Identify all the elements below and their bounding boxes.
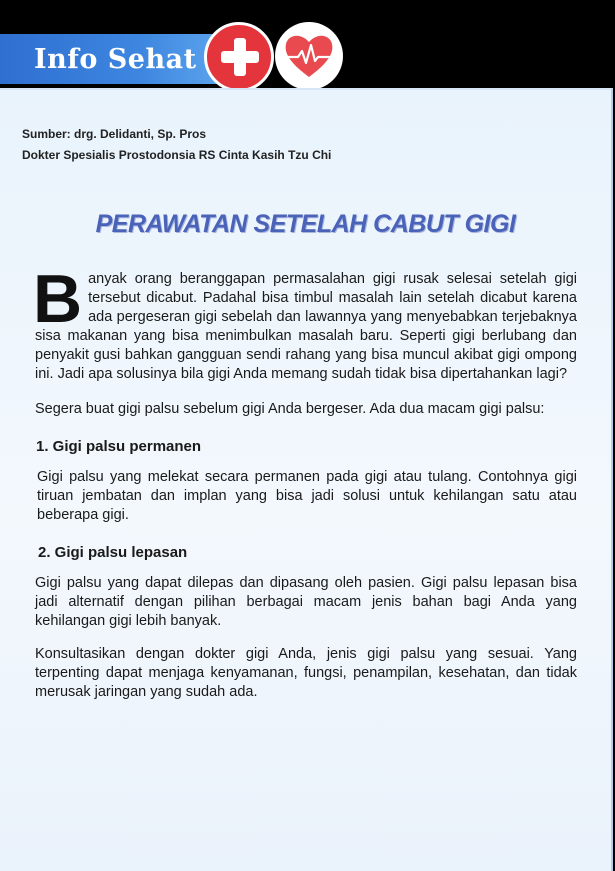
source-author: Sumber: drg. Delidanti, Sp. Pros [22,127,207,141]
section-heading-permanent: 1. Gigi palsu permanen [36,438,202,455]
header-bar [0,0,615,88]
drop-cap: B [33,261,83,337]
paragraph-two: Segera buat gigi palsu sebelum gigi Anda bergeser. Ada dua macam gigi palsu: [35,401,545,417]
closing-paragraph: Konsultasikan dengan dokter gigi Anda, jenis gigi palsu yang sesuai. Yang terpenting dapat menjaga kenyamanan, fungsi, penampilan, kesehatan, dan tidak merusak jaringan yang sudah ada. [35,646,577,700]
header-title: Info Sehat [34,44,197,75]
intro-text: anyak orang beranggapan permasalahan gigi rusak selesai setelah gigi tersebut dicabut. Padahal bisa timbul masalah lain setelah dicabut karena ada pergeseran gigi sebelah dan lawannya yang menyebabkan terjebaknya sisa makanan yang bisa menimbulkan masalah baru. Seperti gigi berlubang dan penyakit gusi bahkan gangguan sendi rahang yang bisa muncul akibat gigi ompong ini. Jadi apa solusinya bila gigi Anda memang sudah tidak bisa dipertahankan lagi? [35,271,577,382]
article-title: PERAWATAN SETELAH CABUT GIGI [95,210,516,238]
heart-pulse-icon [275,22,343,90]
source-credit [22,124,331,166]
source-affiliation: Dokter Spesialis Prostodonsia RS Cinta Kasih Tzu Chi [22,148,332,162]
section-heading-removable: 2. Gigi palsu lepasan [38,544,188,561]
intro-paragraph [33,261,577,384]
medical-cross-icon [204,22,274,92]
section-body-permanent: Gigi palsu yang melekat secara permanen pada gigi atau tulang. Contohnya gigi tiruan jembatan dan implan yang bisa jadi solusi untuk kehilangan satu atau beberapa gigi. [37,469,577,523]
article-body [33,261,577,702]
section-body-removable: Gigi palsu yang dapat dilepas dan dipasang oleh pasien. Gigi palsu lepasan bisa jadi alternatif dengan pilihan berbagai macam jenis bahan bagi Anda yang kehilangan gigi lebih banyak. [35,575,577,629]
